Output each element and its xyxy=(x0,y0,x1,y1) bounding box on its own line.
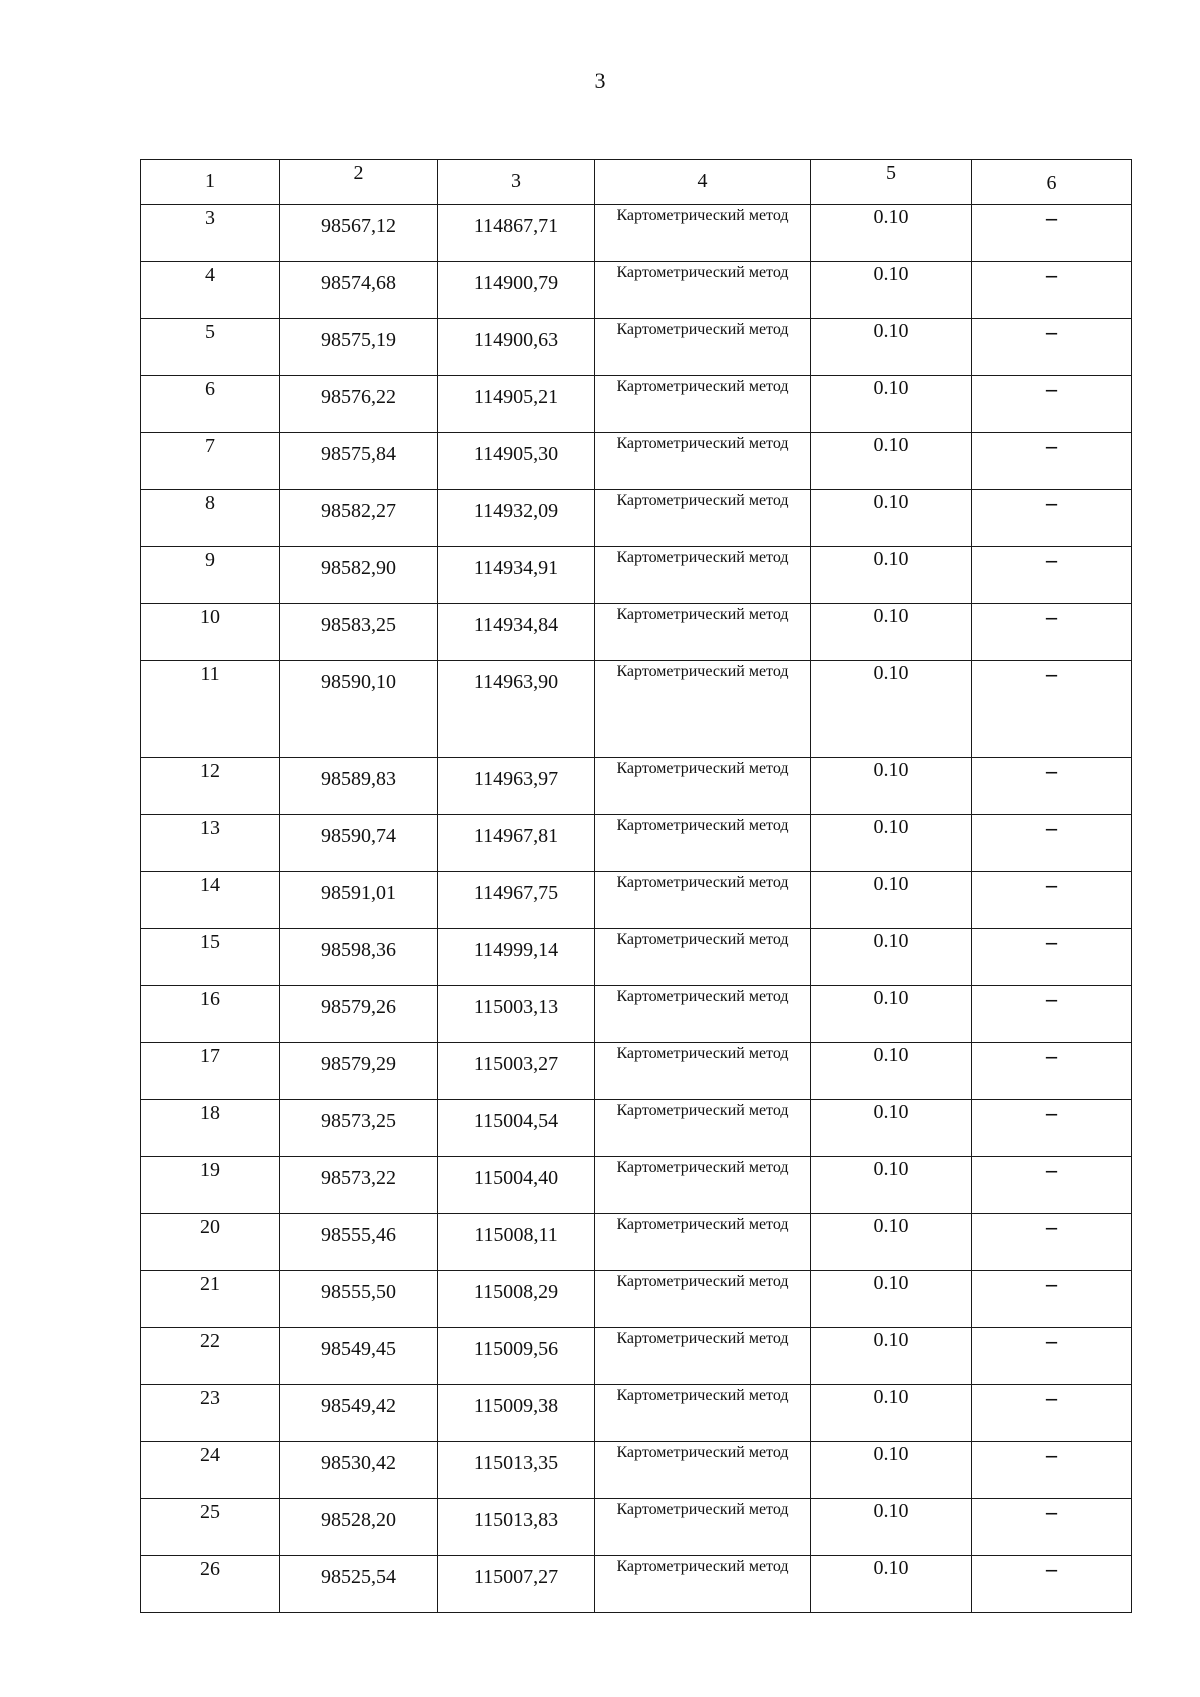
x-coordinate-cell: 98573,25 xyxy=(280,1100,438,1157)
y-coordinate-cell: 114900,79 xyxy=(438,262,595,319)
table-row xyxy=(141,929,1132,986)
table-row xyxy=(141,1499,1132,1556)
accuracy-cell: 0.10 xyxy=(811,205,972,262)
method-cell: Картометрический метод xyxy=(595,815,811,872)
point-number-cell: 18 xyxy=(141,1100,280,1157)
table-row xyxy=(141,604,1132,661)
accuracy-cell: 0.10 xyxy=(811,661,972,758)
y-coordinate-cell: 114867,71 xyxy=(438,205,595,262)
y-coordinate-cell: 115004,54 xyxy=(438,1100,595,1157)
y-coordinate-cell: 115003,27 xyxy=(438,1043,595,1100)
x-coordinate-cell: 98573,22 xyxy=(280,1157,438,1214)
accuracy-cell: 0.10 xyxy=(811,1556,972,1613)
y-coordinate-cell: 114934,84 xyxy=(438,604,595,661)
point-number-cell: 19 xyxy=(141,1157,280,1214)
note-cell: – xyxy=(972,1556,1132,1613)
method-cell: Картометрический метод xyxy=(595,1499,811,1556)
point-number-cell: 25 xyxy=(141,1499,280,1556)
y-coordinate-cell: 115003,13 xyxy=(438,986,595,1043)
table-row xyxy=(141,262,1132,319)
table-row xyxy=(141,1043,1132,1100)
x-coordinate-cell: 98582,27 xyxy=(280,490,438,547)
note-cell: – xyxy=(972,1100,1132,1157)
note-cell: – xyxy=(972,758,1132,815)
accuracy-cell: 0.10 xyxy=(811,1499,972,1556)
point-number-cell: 9 xyxy=(141,547,280,604)
header-cell: 5 xyxy=(811,160,972,205)
accuracy-cell: 0.10 xyxy=(811,262,972,319)
x-coordinate-cell: 98579,29 xyxy=(280,1043,438,1100)
table-row xyxy=(141,1442,1132,1499)
y-coordinate-cell: 114905,21 xyxy=(438,376,595,433)
table-row xyxy=(141,1328,1132,1385)
x-coordinate-cell: 98567,12 xyxy=(280,205,438,262)
method-cell: Картометрический метод xyxy=(595,490,811,547)
x-coordinate-cell: 98590,74 xyxy=(280,815,438,872)
header-cell: 2 xyxy=(280,160,438,205)
point-number-cell: 17 xyxy=(141,1043,280,1100)
note-cell: – xyxy=(972,661,1132,758)
note-cell: – xyxy=(972,986,1132,1043)
point-number-cell: 16 xyxy=(141,986,280,1043)
y-coordinate-cell: 114900,63 xyxy=(438,319,595,376)
method-cell: Картометрический метод xyxy=(595,547,811,604)
table-row xyxy=(141,433,1132,490)
x-coordinate-cell: 98528,20 xyxy=(280,1499,438,1556)
x-coordinate-cell: 98598,36 xyxy=(280,929,438,986)
header-cell: 3 xyxy=(438,160,595,205)
note-cell: – xyxy=(972,1214,1132,1271)
x-coordinate-cell: 98549,42 xyxy=(280,1385,438,1442)
point-number-cell: 14 xyxy=(141,872,280,929)
y-coordinate-cell: 115013,35 xyxy=(438,1442,595,1499)
y-coordinate-cell: 114934,91 xyxy=(438,547,595,604)
header-cell: 6 xyxy=(972,160,1132,205)
coordinates-table xyxy=(140,159,1132,1613)
point-number-cell: 13 xyxy=(141,815,280,872)
accuracy-cell: 0.10 xyxy=(811,872,972,929)
point-number-cell: 24 xyxy=(141,1442,280,1499)
y-coordinate-cell: 115008,11 xyxy=(438,1214,595,1271)
table-row xyxy=(141,758,1132,815)
table-row xyxy=(141,376,1132,433)
table-row xyxy=(141,1385,1132,1442)
accuracy-cell: 0.10 xyxy=(811,1328,972,1385)
accuracy-cell: 0.10 xyxy=(811,1100,972,1157)
table-row xyxy=(141,1271,1132,1328)
y-coordinate-cell: 114963,90 xyxy=(438,661,595,758)
table-row xyxy=(141,547,1132,604)
point-number-cell: 15 xyxy=(141,929,280,986)
method-cell: Картометрический метод xyxy=(595,929,811,986)
note-cell: – xyxy=(972,1328,1132,1385)
x-coordinate-cell: 98525,54 xyxy=(280,1556,438,1613)
x-coordinate-cell: 98583,25 xyxy=(280,604,438,661)
method-cell: Картометрический метод xyxy=(595,1157,811,1214)
point-number-cell: 8 xyxy=(141,490,280,547)
note-cell: – xyxy=(972,205,1132,262)
x-coordinate-cell: 98549,45 xyxy=(280,1328,438,1385)
table-row xyxy=(141,1100,1132,1157)
method-cell: Картометрический метод xyxy=(595,262,811,319)
x-coordinate-cell: 98555,50 xyxy=(280,1271,438,1328)
note-cell: – xyxy=(972,433,1132,490)
y-coordinate-cell: 115009,56 xyxy=(438,1328,595,1385)
method-cell: Картометрический метод xyxy=(595,1328,811,1385)
table-row xyxy=(141,205,1132,262)
point-number-cell: 20 xyxy=(141,1214,280,1271)
note-cell: – xyxy=(972,376,1132,433)
accuracy-cell: 0.10 xyxy=(811,319,972,376)
note-cell: – xyxy=(972,262,1132,319)
accuracy-cell: 0.10 xyxy=(811,986,972,1043)
table-row xyxy=(141,490,1132,547)
point-number-cell: 4 xyxy=(141,262,280,319)
table-row xyxy=(141,319,1132,376)
accuracy-cell: 0.10 xyxy=(811,433,972,490)
note-cell: – xyxy=(972,1157,1132,1214)
table-row xyxy=(141,986,1132,1043)
y-coordinate-cell: 114967,75 xyxy=(438,872,595,929)
point-number-cell: 21 xyxy=(141,1271,280,1328)
method-cell: Картометрический метод xyxy=(595,758,811,815)
note-cell: – xyxy=(972,1499,1132,1556)
y-coordinate-cell: 114963,97 xyxy=(438,758,595,815)
note-cell: – xyxy=(972,872,1132,929)
y-coordinate-cell: 115009,38 xyxy=(438,1385,595,1442)
method-cell: Картометрический метод xyxy=(595,1271,811,1328)
accuracy-cell: 0.10 xyxy=(811,1214,972,1271)
point-number-cell: 22 xyxy=(141,1328,280,1385)
point-number-cell: 23 xyxy=(141,1385,280,1442)
y-coordinate-cell: 115013,83 xyxy=(438,1499,595,1556)
header-cell: 4 xyxy=(595,160,811,205)
method-cell: Картометрический метод xyxy=(595,319,811,376)
x-coordinate-cell: 98575,84 xyxy=(280,433,438,490)
point-number-cell: 11 xyxy=(141,661,280,758)
header-cell: 1 xyxy=(141,160,280,205)
table-row xyxy=(141,1556,1132,1613)
x-coordinate-cell: 98530,42 xyxy=(280,1442,438,1499)
x-coordinate-cell: 98582,90 xyxy=(280,547,438,604)
accuracy-cell: 0.10 xyxy=(811,1043,972,1100)
page-number: 3 xyxy=(594,68,606,93)
note-cell: – xyxy=(972,1442,1132,1499)
point-number-cell: 10 xyxy=(141,604,280,661)
note-cell: – xyxy=(972,1385,1132,1442)
y-coordinate-cell: 114932,09 xyxy=(438,490,595,547)
y-coordinate-cell: 115008,29 xyxy=(438,1271,595,1328)
x-coordinate-cell: 98555,46 xyxy=(280,1214,438,1271)
note-cell: – xyxy=(972,490,1132,547)
table-row xyxy=(141,872,1132,929)
accuracy-cell: 0.10 xyxy=(811,758,972,815)
x-coordinate-cell: 98579,26 xyxy=(280,986,438,1043)
point-number-cell: 26 xyxy=(141,1556,280,1613)
point-number-cell: 6 xyxy=(141,376,280,433)
accuracy-cell: 0.10 xyxy=(811,929,972,986)
table-row xyxy=(141,815,1132,872)
point-number-cell: 5 xyxy=(141,319,280,376)
accuracy-cell: 0.10 xyxy=(811,1157,972,1214)
accuracy-cell: 0.10 xyxy=(811,547,972,604)
table-header-row xyxy=(141,160,1132,205)
method-cell: Картометрический метод xyxy=(595,661,811,758)
accuracy-cell: 0.10 xyxy=(811,1271,972,1328)
note-cell: – xyxy=(972,547,1132,604)
point-number-cell: 7 xyxy=(141,433,280,490)
y-coordinate-cell: 115004,40 xyxy=(438,1157,595,1214)
x-coordinate-cell: 98589,83 xyxy=(280,758,438,815)
method-cell: Картометрический метод xyxy=(595,205,811,262)
table-row xyxy=(141,661,1132,758)
accuracy-cell: 0.10 xyxy=(811,1385,972,1442)
note-cell: – xyxy=(972,319,1132,376)
method-cell: Картометрический метод xyxy=(595,376,811,433)
table-row xyxy=(141,1214,1132,1271)
x-coordinate-cell: 98591,01 xyxy=(280,872,438,929)
method-cell: Картометрический метод xyxy=(595,986,811,1043)
method-cell: Картометрический метод xyxy=(595,872,811,929)
point-number-cell: 12 xyxy=(141,758,280,815)
point-number-cell: 3 xyxy=(141,205,280,262)
table-row xyxy=(141,1157,1132,1214)
accuracy-cell: 0.10 xyxy=(811,490,972,547)
y-coordinate-cell: 114967,81 xyxy=(438,815,595,872)
x-coordinate-cell: 98575,19 xyxy=(280,319,438,376)
x-coordinate-cell: 98576,22 xyxy=(280,376,438,433)
method-cell: Картометрический метод xyxy=(595,1385,811,1442)
x-coordinate-cell: 98590,10 xyxy=(280,661,438,758)
y-coordinate-cell: 114905,30 xyxy=(438,433,595,490)
method-cell: Картометрический метод xyxy=(595,1214,811,1271)
method-cell: Картометрический метод xyxy=(595,433,811,490)
note-cell: – xyxy=(972,929,1132,986)
note-cell: – xyxy=(972,815,1132,872)
method-cell: Картометрический метод xyxy=(595,1043,811,1100)
accuracy-cell: 0.10 xyxy=(811,815,972,872)
y-coordinate-cell: 114999,14 xyxy=(438,929,595,986)
x-coordinate-cell: 98574,68 xyxy=(280,262,438,319)
method-cell: Картометрический метод xyxy=(595,1100,811,1157)
note-cell: – xyxy=(972,604,1132,661)
y-coordinate-cell: 115007,27 xyxy=(438,1556,595,1613)
method-cell: Картометрический метод xyxy=(595,604,811,661)
accuracy-cell: 0.10 xyxy=(811,604,972,661)
method-cell: Картометрический метод xyxy=(595,1442,811,1499)
method-cell: Картометрический метод xyxy=(595,1556,811,1613)
note-cell: – xyxy=(972,1043,1132,1100)
note-cell: – xyxy=(972,1271,1132,1328)
accuracy-cell: 0.10 xyxy=(811,1442,972,1499)
accuracy-cell: 0.10 xyxy=(811,376,972,433)
